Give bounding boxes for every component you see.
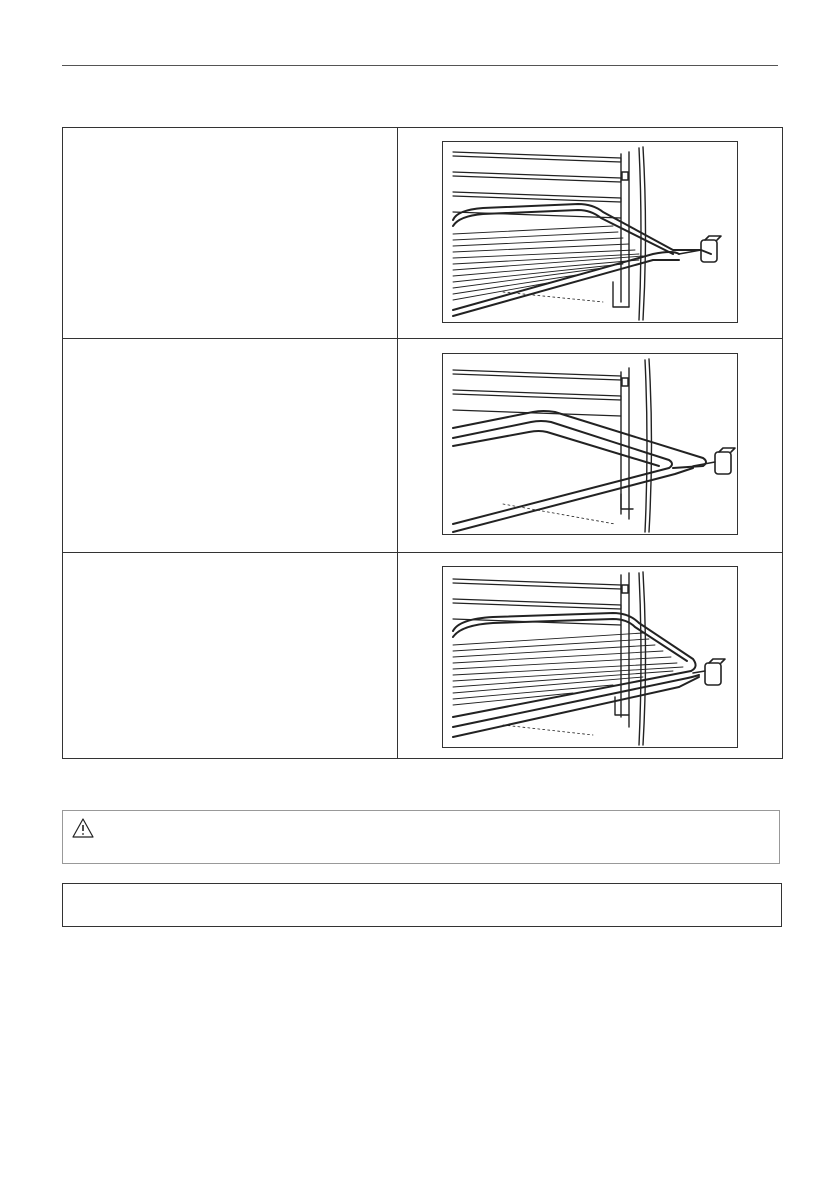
- step-row: [63, 553, 783, 759]
- tray-figure: [442, 353, 738, 535]
- step-text-cell: [63, 339, 398, 553]
- warning-box: [62, 810, 780, 864]
- step-row: [63, 128, 783, 339]
- step-row: [63, 339, 783, 553]
- warning-triangle-icon: [71, 817, 95, 839]
- step-text-cell: [63, 128, 398, 339]
- step-figure-cell: [398, 553, 783, 759]
- step-text-cell: [63, 553, 398, 759]
- note-box: [62, 883, 782, 927]
- shelf-and-tray-figure: [442, 566, 738, 748]
- step-figure-cell: [398, 339, 783, 553]
- step-figure-cell: [398, 128, 783, 339]
- instruction-table: [62, 127, 783, 759]
- header-rule: [62, 65, 778, 66]
- wire-shelf-figure: [442, 141, 738, 323]
